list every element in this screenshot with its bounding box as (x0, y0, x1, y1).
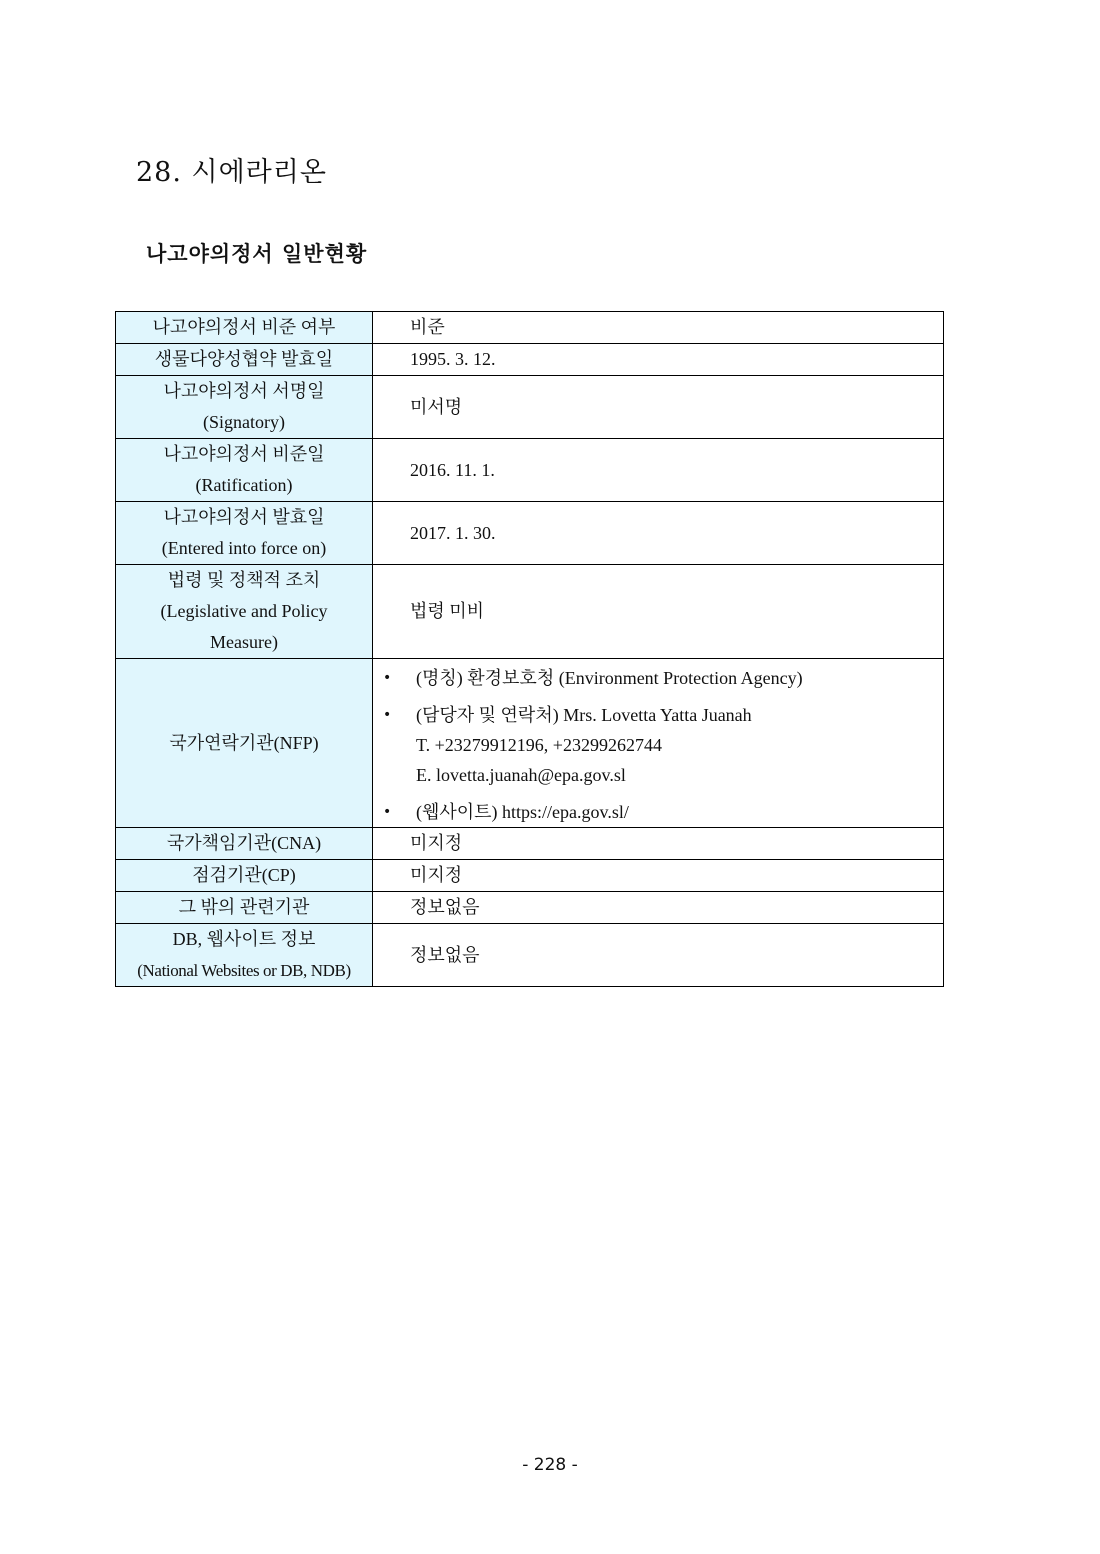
table-row (116, 860, 944, 892)
table-row (116, 892, 944, 924)
row-label (116, 502, 373, 565)
protocol-status-table (115, 311, 944, 987)
row-label-en: (National Websites or DB, NDB) (137, 961, 351, 980)
row-value: 정보없음 (373, 892, 944, 924)
nfp-email-line (373, 760, 943, 790)
table-row (116, 659, 944, 828)
row-value: 1995. 3. 12. (373, 344, 944, 376)
nfp-website: (웹사이트) https://epa.gov.sl/ (416, 802, 629, 822)
page-title: 28. 시에라리온 (136, 157, 327, 188)
row-value: 2017. 1. 30. (373, 502, 944, 565)
row-value: 비준 (373, 312, 944, 344)
row-label-ko: DB, 웹사이트 정보 (172, 929, 316, 949)
table-row (116, 439, 944, 502)
nfp-name: (명칭) 환경보호청 (Environment Protection Agency) (416, 668, 803, 688)
nfp-phone-line (373, 730, 943, 760)
row-label: 나고야의정서 비준 여부 (116, 312, 373, 344)
row-value: 미서명 (373, 376, 944, 439)
row-label (116, 439, 373, 502)
row-label-ko: 나고야의정서 발효일 (163, 507, 325, 527)
row-label-ko: 법령 및 정책적 조치 (167, 570, 321, 590)
row-label: 국가연락기관(NFP) (116, 659, 373, 828)
row-label-en: (Legislative and Policy (160, 601, 328, 621)
row-label (116, 376, 373, 439)
row-value: 미지정 (373, 828, 944, 860)
row-label-en: Measure) (210, 632, 278, 652)
row-label-en: (Ratification) (195, 475, 293, 495)
bullet-icon: • (383, 804, 392, 820)
table-row (116, 828, 944, 860)
row-value: 2016. 11. 1. (373, 439, 944, 502)
table-row (116, 312, 944, 344)
row-value: 법령 미비 (373, 565, 944, 659)
row-value: 미지정 (373, 860, 944, 892)
nfp-phone: T. +23279912196, +23299262744 (416, 735, 662, 755)
table-row (116, 376, 944, 439)
table-row (116, 502, 944, 565)
nfp-name-line (373, 663, 943, 693)
nfp-details (373, 659, 944, 828)
bullet-icon: • (383, 707, 392, 723)
section-subtitle: 나고야의정서 일반현황 (146, 242, 368, 266)
row-label-ko: 나고야의정서 비준일 (163, 444, 325, 464)
nfp-contact-line (373, 700, 943, 730)
row-value: 정보없음 (373, 924, 944, 987)
row-label-en: (Signatory) (203, 412, 285, 432)
nfp-contact: (담당자 및 연락처) Mrs. Lovetta Yatta Juanah (416, 705, 752, 725)
row-label: 국가책임기관(CNA) (116, 828, 373, 860)
row-label-ko: 나고야의정서 서명일 (163, 381, 325, 401)
table-row (116, 344, 944, 376)
row-label: 생물다양성협약 발효일 (116, 344, 373, 376)
table-row (116, 565, 944, 659)
table-row (116, 924, 944, 987)
row-label: 그 밖의 관련기관 (116, 892, 373, 924)
row-label (116, 924, 373, 987)
row-label: 점검기관(CP) (116, 860, 373, 892)
row-label-en: (Entered into force on) (161, 538, 327, 558)
page-number: - 228 - (522, 1455, 578, 1475)
nfp-website-line (373, 797, 943, 827)
nfp-email: E. lovetta.juanah@epa.gov.sl (416, 765, 626, 785)
bullet-icon: • (383, 670, 392, 686)
row-label (116, 565, 373, 659)
